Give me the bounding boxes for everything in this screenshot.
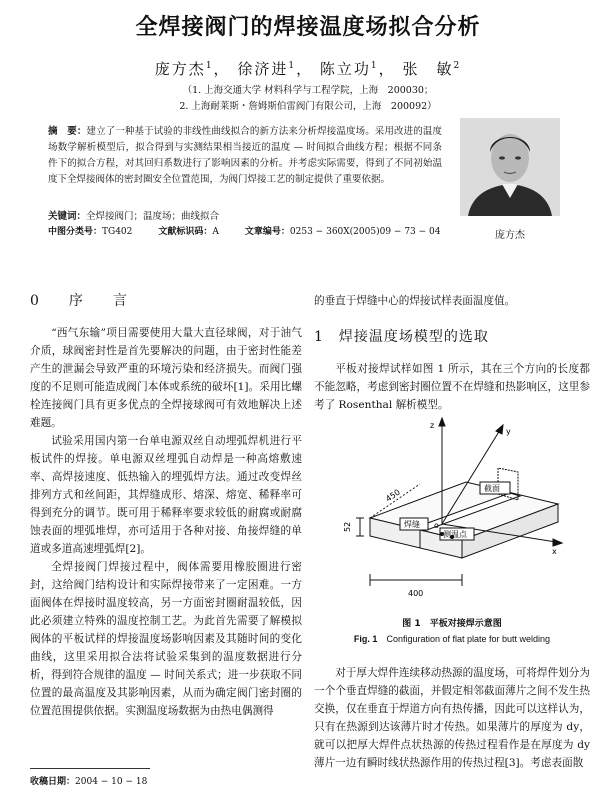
- body-paragraph: 对于厚大焊件连续移动热源的温度场，可将焊件划分为一个个垂直焊缝的截面，并假定相邻截面薄片之间不发生热交换，仅在垂直于焊道方向有热传播，因此可以这样认为，只有在热源到达该薄片时才传热。如果薄片的厚度为 dy，就可以把厚大焊件点状热源的传热过程看作是在厚度为 dy 薄片一边有瞬时线状热源作用的传热过程[3]。考虑表面散: [314, 667, 590, 769]
- body-paragraph: 试验采用国内第一台单电源双丝自动埋弧焊机进行平板试件的焊接。单电源双丝埋弧自动焊是一种高熔敷速率、高焊接速度、低热输入的埋弧焊方法。通过改变焊丝排列方式和丝间距，其焊缝成形、熔深、熔宽、稀释率可得到充分的调节。既可用于稀释率要求较低的耐腐或耐腐蚀表面的埋弧堆焊，亦可适用于各种对接、角接焊缝的单道或多道高速埋弧焊[2]。: [30, 435, 302, 555]
- photo-caption: 庞方杰: [495, 230, 525, 241]
- dimension-52: 52: [343, 521, 352, 532]
- author-separator: ，: [378, 60, 396, 78]
- dimension-400: 400: [408, 589, 424, 598]
- dimension-450: 450: [384, 487, 402, 504]
- body-paragraph: 平板对接焊试样如图 1 所示，其在三个方向的长度都不能忽略，考虑到密封圈位置不在焊缝和热影响区，这里参考了 Rosenthal 解析模型。: [314, 363, 590, 411]
- author-name: 张 敏: [402, 60, 454, 78]
- received-date: 收稿日期：2004 − 10 − 18: [30, 777, 148, 787]
- weld-label: 焊缝: [404, 520, 420, 529]
- document-code: 文献标识码：A: [158, 227, 219, 237]
- affiliation-line: 2. 上海耐莱斯・詹姆斯伯雷阀门有限公司，上海 200092）: [179, 101, 437, 112]
- body-paragraph: 全焊接阀门焊接过程中，阀体需要用橡胶圈进行密封，这给阀门结构设计和实际焊接带来了一定困难。一方面阀体在焊接时温度较高，另一方面密封圈耐温较低，因此必须建立特殊的温度控制工艺。为此首先需要了解模拟阀体的平板试样的焊接温度场影响因素及其随时间的变化曲线，这里采用拟合法将试验采集到的温度数据进行分析，得到符合规律的温度 — 时间关系式；进一步获取不同位置的最高温度及其影响因素，从而为确定阀门密封圈的位置范围提供依据。实测温度场数据为由热电偶测得: [30, 561, 302, 717]
- classification-line: [48, 224, 448, 237]
- body-paragraph: “西气东输”项目需要使用大量大直径球阀，对于油气介质，球阀密封性是首先要解决的问题，由于密封性能差产生的泄漏会导致严重的环境污染和经济损失。而阀门强度的不足则可能造成阀门本体或系统的破坏[1]。采用比螺栓连接阀门具有更多优点的全焊接球阀可有效地解决上述难题。: [30, 327, 302, 429]
- body-column-right-top: [314, 360, 590, 414]
- author-affiliation-mark: 1: [205, 61, 214, 71]
- clc-number: 中图分类号：TG402: [48, 227, 133, 237]
- keywords-label: 关键词：: [48, 211, 87, 222]
- author-affiliation-mark: 1: [370, 61, 379, 71]
- body-column-right-bottom: [314, 664, 590, 772]
- author-photo: [460, 118, 560, 216]
- section-label: 截面: [484, 484, 500, 493]
- keywords-value: 全焊接阀门；温度场；曲线拟合: [86, 211, 220, 222]
- axis-label-y: y: [506, 427, 511, 436]
- author-separator: ，: [296, 60, 314, 78]
- abstract: [48, 124, 442, 188]
- abstract-label: 摘 要：: [48, 126, 87, 137]
- body-continuation: 的垂直于焊缝中心的焊接试样表面温度值。: [314, 295, 516, 307]
- section-title: 序 言: [68, 293, 135, 309]
- footnote-rule: [30, 768, 150, 769]
- section-title: 焊接温度场模型的选取: [338, 329, 489, 345]
- figure-caption-en: Fig. 1 Configuration of flat plate for butt welding: [353, 634, 551, 644]
- section-number: 0: [30, 293, 47, 309]
- axis-label-x: x: [552, 547, 557, 556]
- author-name: 庞方杰: [154, 60, 206, 78]
- paper-title: 全焊接阀门的焊接温度场拟合分析: [135, 15, 481, 40]
- origin-label: o: [434, 521, 439, 530]
- measuring-point-label: 测温点: [443, 530, 467, 539]
- keywords-line: [48, 208, 219, 222]
- author-affiliation-mark: 1: [288, 61, 297, 71]
- author-name: 徐济进: [237, 60, 289, 78]
- figure-caption-cn: 图 1 平板对接焊示意图: [402, 619, 502, 629]
- body-column-left: [30, 324, 302, 720]
- section-heading: [30, 290, 135, 310]
- section-heading: [314, 326, 489, 346]
- article-number: 文章编号：0253 − 360X(2005)09 − 73 − 04: [244, 227, 441, 237]
- author-list: [0, 58, 616, 79]
- plate-diagram: [330, 410, 580, 606]
- abstract-text: 建立了一种基于试验的非线性曲线拟合的新方法来分析焊接温度场。采用改进的温度场数学解析模型后，拟合得到与实测结果相当接近的温度 — 时间拟合曲线方程；根据不同条件下的拟合方程，对其回归系数进行了影响因素的分析。并考虑实际需要，得到了不同初始温度下全焊接阀体的密封圈安全位置范围，为阀门焊接工艺的制定提供了重要依据。: [48, 126, 442, 185]
- section-number: 1: [314, 329, 324, 345]
- author-separator: ，: [213, 60, 231, 78]
- axis-label-z: z: [430, 421, 435, 430]
- affiliation-line: （1. 上海交通大学 材料科学与工程学院，上海 200030；: [182, 85, 434, 96]
- author-affiliation-mark: 2: [453, 61, 462, 71]
- author-name: 陈立功: [319, 60, 371, 78]
